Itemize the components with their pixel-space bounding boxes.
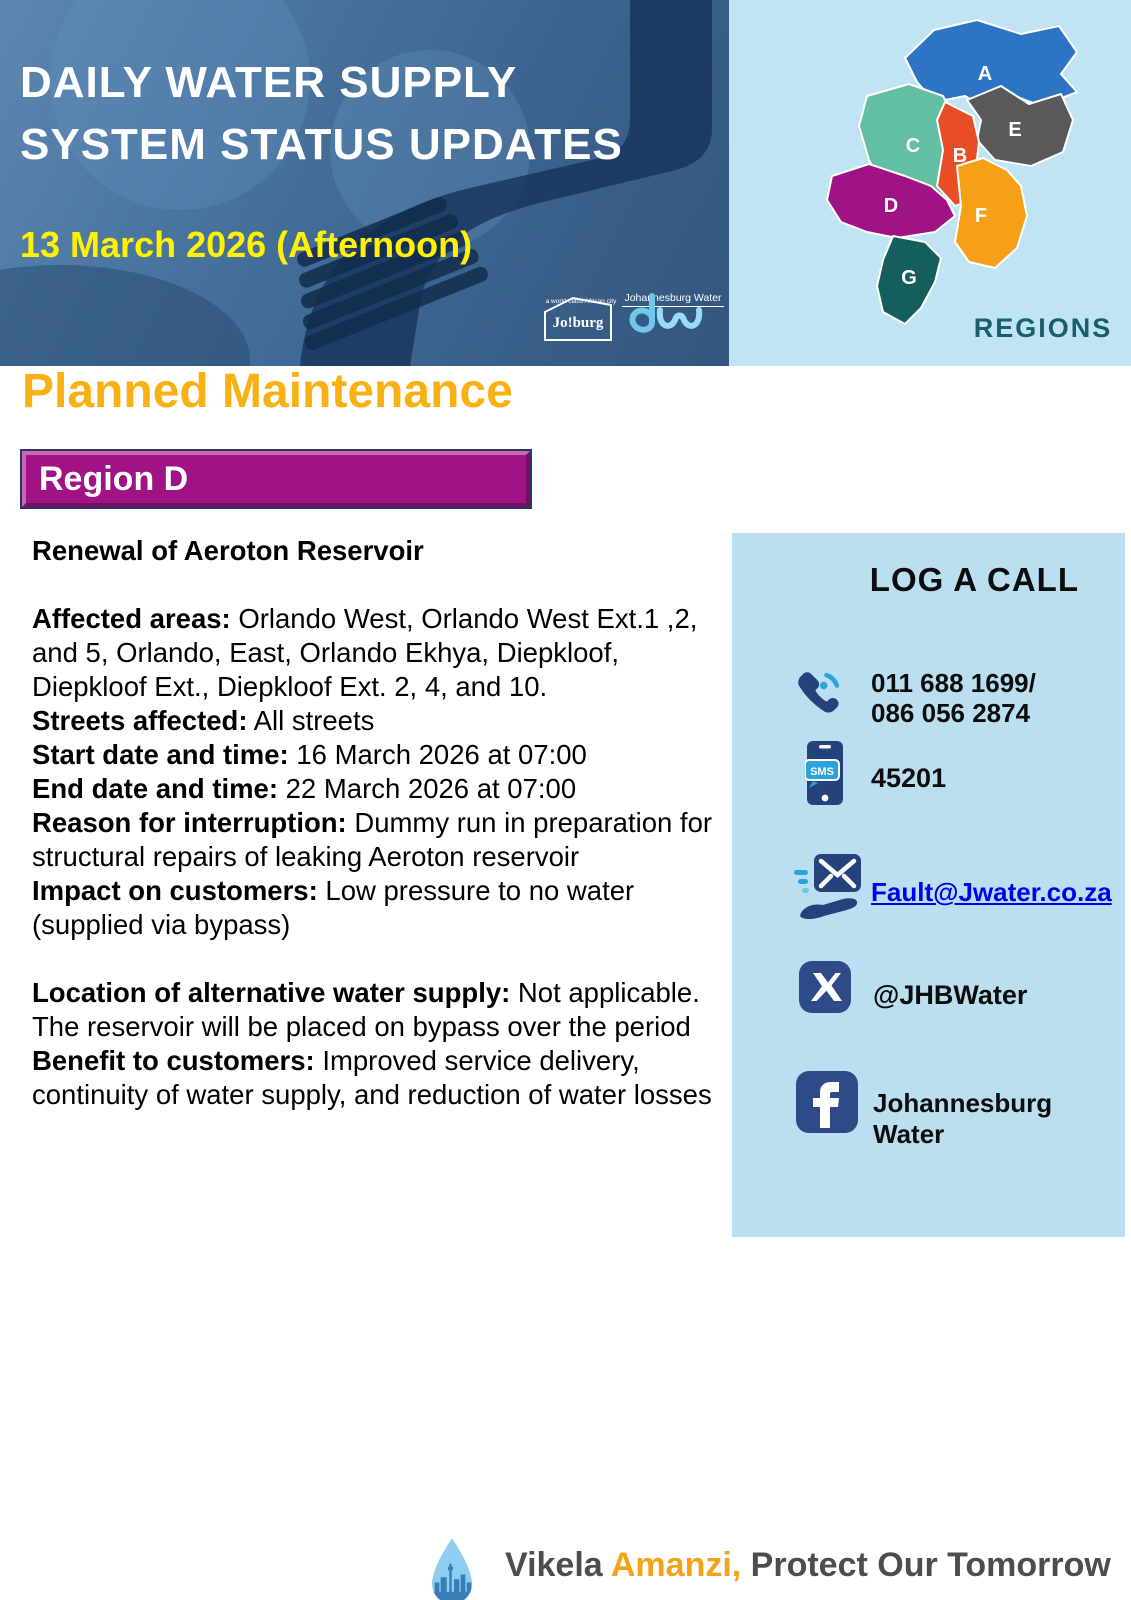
notice-field	[32, 976, 732, 1044]
facebook-icon	[796, 1071, 858, 1133]
email-icon	[794, 848, 870, 928]
call-centre-numbers	[871, 668, 1036, 728]
field-label: End date and time:	[32, 773, 278, 804]
region-c-label: C	[905, 135, 921, 157]
notice-field	[32, 874, 732, 942]
field-label: Impact on customers:	[32, 875, 318, 906]
field-label: Reason for interruption:	[32, 807, 347, 838]
field-label: Streets affected:	[32, 705, 248, 736]
page-title-line1: DAILY WATER SUPPLY	[20, 58, 518, 107]
footer-slogan	[505, 1546, 1111, 1585]
region-b-label: B	[952, 145, 968, 167]
sms-icon	[805, 738, 845, 808]
region-a-label: A	[977, 63, 993, 85]
notice-field	[32, 772, 732, 806]
notice-field	[32, 1044, 732, 1112]
field-value: Not applicable. The reservoir will be placed on bypass over the period	[32, 977, 700, 1042]
page-title	[20, 52, 623, 176]
section-heading: Planned Maintenance	[22, 365, 513, 418]
header-photo	[0, 0, 729, 366]
region-d-label: D	[883, 195, 899, 217]
joburg-logo	[543, 296, 619, 331]
regions-map	[729, 0, 1131, 366]
jw-logo-name: Johannesburg Water	[622, 292, 724, 307]
field-value: Orlando West, Orlando West Ext.1 ,2, and 5, Orlando, East, Orlando Ekhya, Diepkloof, Diepkloof Ext., Diepkloof Ext. 2, 4, and 10.	[32, 603, 698, 702]
phone-number-2: 086 056 2874	[871, 698, 1031, 728]
field-label: Affected areas:	[32, 603, 231, 634]
field-label: Start date and time:	[32, 739, 289, 770]
log-a-call-title: LOG A CALL	[869, 561, 1079, 598]
field-label: Benefit to customers:	[32, 1045, 315, 1076]
field-value: Improved service delivery, continuity of water supply, and reduction of water losses	[32, 1045, 712, 1110]
notice-title: Renewal of Aeroton Reservoir	[32, 535, 424, 566]
field-label: Location of alternative water supply:	[32, 977, 511, 1008]
jw-wave-icon	[622, 292, 718, 334]
joburg-tagline: a world class African city	[545, 298, 617, 305]
field-value: Dummy run in preparation for structural repairs of leaking Aeroton reservoir	[32, 807, 713, 872]
sms-number: 45201	[871, 763, 947, 793]
svg-text:SMS: SMS	[810, 766, 834, 778]
log-a-call-panel	[732, 533, 1125, 1237]
regions-map-title: REGIONS	[973, 313, 1113, 343]
facebook-page-name: Johannesburg Water	[873, 1088, 1053, 1149]
notice-field	[32, 806, 732, 874]
notice-field	[32, 602, 732, 704]
fault-email-link[interactable]: Fault@Jwater.co.za	[871, 877, 1112, 907]
joburg-logo-icon	[543, 296, 613, 342]
field-value: 22 March 2026 at 07:00	[278, 773, 577, 804]
slogan-highlight: Amanzi,	[610, 1546, 742, 1584]
slogan-part2: Protect Our Tomorrow	[741, 1546, 1111, 1584]
field-value: Low pressure to no water (supplied via bypass)	[32, 875, 635, 940]
region-e-label: E	[1008, 119, 1022, 141]
x-handle: @JHBWater	[873, 980, 1028, 1010]
field-value: All streets	[247, 705, 375, 736]
regions-map-panel	[729, 0, 1131, 366]
notice-field	[32, 738, 732, 772]
region-f-label: F	[974, 205, 988, 227]
report-date: 13 March 2026 (Afternoon)	[20, 224, 473, 265]
region-f-shape	[955, 158, 1027, 268]
phone-number-1: 011 688 1699/	[871, 668, 1036, 698]
page-title-line2: SYSTEM STATUS UPDATES	[20, 120, 623, 169]
svg-text:Jo!burg: Jo!burg	[552, 315, 604, 331]
field-value: 16 March 2026 at 07:00	[288, 739, 587, 770]
region-banner-label: Region D	[22, 451, 530, 507]
region-g-label: G	[901, 267, 917, 289]
water-drop-icon	[428, 1537, 476, 1600]
x-social-icon	[799, 961, 851, 1013]
slogan-part1: Vikela	[505, 1546, 611, 1584]
spacer	[32, 568, 732, 602]
region-banner	[20, 449, 532, 509]
notice-field	[32, 704, 732, 738]
johannesburg-water-logo	[622, 292, 724, 307]
spacer	[32, 942, 732, 976]
phone-icon	[792, 664, 848, 720]
maintenance-notice	[32, 534, 732, 1112]
